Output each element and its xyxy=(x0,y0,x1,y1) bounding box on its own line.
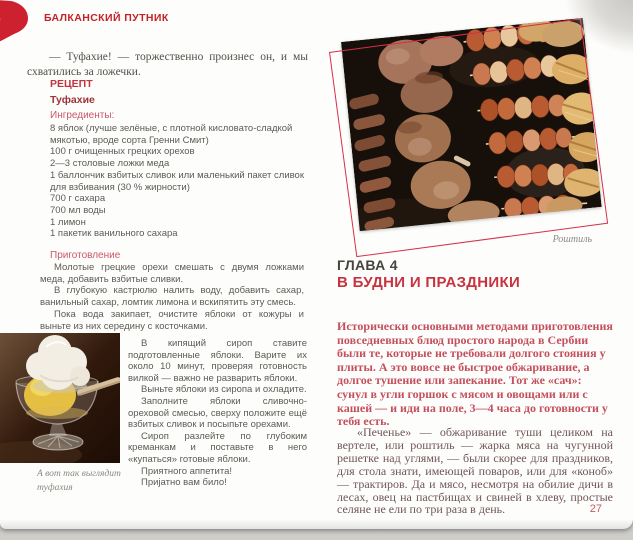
step-paragraph: Молотые грецкие орехи смешать с двумя ложками меда, добавить взбитые сливки. xyxy=(40,262,304,285)
chapter-lead-paragraph: Исторически основными методами приготовления повседневных блюд простого народа в Сербии были те, которые не требовали долгого стояния у плиты. А это вовсе не быстрое обжаривание, а долгое тушение или запекание. Тот же «сач»: сунул в угли горшок с мясом и овощами или с кашей — и иди на поле, 3—4 часа до готовности у тебя есть. xyxy=(337,319,613,429)
step-paragraph: В глубокую кастрюлю налить воду, добавить сахар, ванильный сахар, ломтик лимона и вскипятить эту смесь. xyxy=(40,285,304,309)
step-paragraph: Сироп разлейте по глубоким креманкам и поставьте в него «купаться» готовые яблоки. xyxy=(128,430,307,465)
recipe-label: РЕЦЕПТ xyxy=(50,78,93,90)
ingredient-item: 8 яблок (лучше зелёные, с плотной кисловато-сладкой мякотью, вроде сорта Гренни Смит) xyxy=(50,123,293,146)
ingredient-item: 1 лимон xyxy=(50,216,86,228)
narrative-paragraph: — Туфахие! — торжественно произнес он, и мы схватились за ложечки. xyxy=(27,50,308,78)
preparation-label: Приготовление xyxy=(50,250,121,261)
recipe-title: Туфахие xyxy=(50,94,95,106)
step-paragraph: Приятного аппетита! xyxy=(141,465,232,477)
step-paragraph: Выньте яблоки из сиропа и охладите. xyxy=(141,384,307,396)
step-paragraph: Пријатно вам било! xyxy=(141,477,227,489)
preparation-steps-continued xyxy=(128,338,307,489)
step-paragraph: Пока вода закипает, очистите яблоки от кожуры и выньте из них середину с косточками. xyxy=(40,308,304,332)
ingredient-item: 100 г очищенных грецких орехов xyxy=(50,146,195,158)
chapter-number: ГЛАВА 4 xyxy=(337,257,398,273)
step-paragraph: Заполните яблоки сливочно-ореховой смесью, сверху положите ещё взбитых сливок и посыпьте орехами. xyxy=(128,395,307,431)
chapter-body-paragraph: «Печенье» — обжаривание туши целиком на вертеле, или роштиль — жарка мяса на чугунной решетке над углями, — были скорее для праздников, для стола знати, имеющей поваров, или для «коноб» — трактиров. Да и мясо, несмотря на обилие дичи в лесах, овец на пастбищах и свиней в хлеву, простые селяне не ели по три раза в день. xyxy=(337,425,613,517)
page-bottom-shadow xyxy=(0,519,633,529)
rostilj-grill-photo xyxy=(341,18,602,231)
ingredient-item: 1 баллончик взбитых сливок или маленький пакет сливок для взбивания (30 % жирности) xyxy=(50,169,304,193)
book-series-title: БАЛКАНСКИЙ ПУТНИК xyxy=(44,12,169,24)
grill-photo-caption: Роштиль xyxy=(552,234,592,245)
ingredient-item: 1 пакетик ванильного сахара xyxy=(50,228,178,240)
page-number: 27 xyxy=(589,503,602,515)
boot-traveler-icon xyxy=(0,0,43,50)
recipe-block xyxy=(50,76,308,240)
tufahije-dessert-photo xyxy=(0,333,120,463)
ingredient-item: 700 мл воды xyxy=(50,204,106,216)
ingredient-item: 2—3 столовые ложки меда xyxy=(50,158,170,170)
preparation-steps xyxy=(40,262,304,332)
ingredients-label: Ингредиенты: xyxy=(50,110,115,121)
ingredient-item: 700 г сахара xyxy=(50,193,106,205)
step-paragraph: В кипящий сироп ставите подготовленные яблоки. Варите их около 10 минут, проверяя готовность вилкой — важно не разварить яблоки. xyxy=(128,338,307,384)
chapter-title: В БУДНИ И ПРАЗДНИКИ xyxy=(337,274,521,291)
dessert-photo-caption: А вот так выглядит туфахия xyxy=(37,469,121,493)
